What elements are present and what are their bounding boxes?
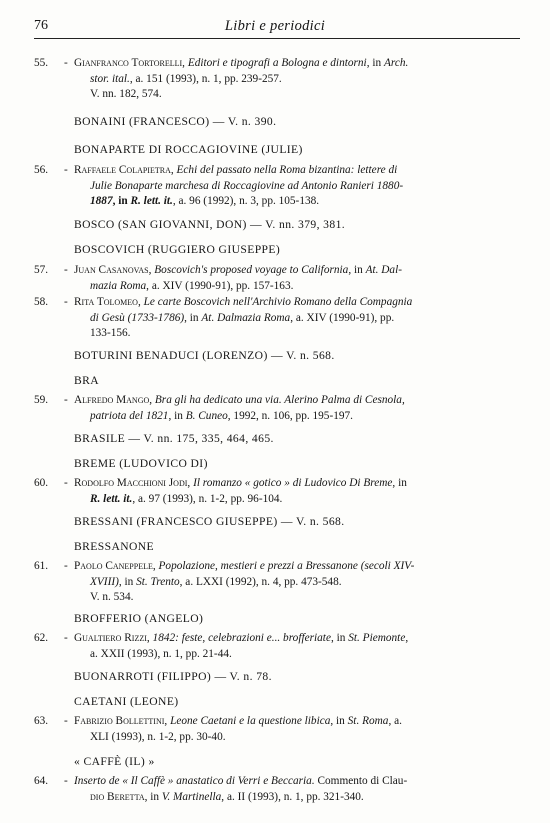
entry-author: Gualtiero Rizzi xyxy=(74,632,147,644)
heading-caffe: « CAFFÈ (IL) » xyxy=(74,755,155,768)
entry-journal: R. lett. it. xyxy=(90,492,133,505)
entry-details: , a. II (1993), n. 1, pp. 321-340. xyxy=(221,790,364,803)
header-rule xyxy=(34,38,520,39)
entry-author: Juan Casanovas xyxy=(74,264,149,276)
entry-title-2: patriota del 1821 xyxy=(90,409,169,422)
entry-title-3: 1887 xyxy=(90,195,113,208)
heading-buonarroti: BUONARROTI (FILIPPO) — V. n. 78. xyxy=(74,670,272,683)
entry-61: 61. - Paolo Caneppele, Popolazione, mestieri e prezzi a Bressanone (secoli XIV- XVIII), in St. Trento, a. LXXI (1992), n. 4, pp. 473-548. V. n. 534. xyxy=(34,559,496,606)
entry-journal: At. Dal- xyxy=(365,264,402,276)
entry-journal: St. Trento xyxy=(136,575,180,588)
entry-dash: - xyxy=(64,560,68,572)
page-number: 76 xyxy=(34,18,48,33)
running-title: Libri e periodici xyxy=(224,18,326,34)
entry-in: , in xyxy=(184,311,202,324)
entry-dash: - xyxy=(64,296,68,308)
heading-brofferio: BROFFERIO (ANGELO) xyxy=(74,612,204,625)
entry-in: , in xyxy=(168,409,186,422)
entry-journal: St. Roma xyxy=(347,715,389,727)
heading-bressanone: BRESSANONE xyxy=(74,540,155,553)
entry-in: , in xyxy=(112,195,131,208)
heading-breme: BREME (LUDOVICO DI) xyxy=(74,457,208,470)
heading-bressani: BRESSANI (FRANCESCO GIUSEPPE) — V. n. 568. xyxy=(74,515,345,528)
entry-journal: Arch. xyxy=(383,57,409,69)
heading-boturini: BOTURINI BENADUCI (LORENZO) — V. n. 568. xyxy=(74,349,335,362)
entry-journal: At. Dalmazia Roma xyxy=(201,311,291,324)
entry-number: 56. xyxy=(34,164,49,176)
entry-number: 55. xyxy=(34,57,49,69)
heading-caetani: CAETANI (LEONE) xyxy=(74,695,179,708)
entry-title-1: Le carte Boscovich nell'Archivio Romano della Compagnia xyxy=(143,296,413,308)
heading-bosco: BOSCO (SAN GIOVANNI, DON) — V. nn. 379, 381. xyxy=(74,218,346,231)
entry-title: Editori e tipografi a Bologna e dintorni xyxy=(187,57,367,69)
entry-dash: - xyxy=(64,394,68,406)
entry-title: Il romanzo « gotico » di Ludovico Di Breme xyxy=(193,477,393,489)
entry-title-1: Bra gli ha dedicato una via. Alerino Palma di Cesnola, xyxy=(154,394,405,406)
entry-number: 58. xyxy=(34,296,49,308)
entry-title-2: di Gesù (1733-1786) xyxy=(90,311,185,324)
heading-boscovich: BOSCOVICH (RUGGIERO GIUSEPPE) xyxy=(74,243,281,256)
entry-title-2: XVIII) xyxy=(90,575,119,588)
entry-details: , a. XIV (1990-91), pp. xyxy=(290,311,395,324)
entry-journal: B. Cuneo xyxy=(185,409,228,422)
entry-see-also: V. nn. 182, 574. xyxy=(90,88,162,101)
entry-author: Rodolfo Macchioni Jodi xyxy=(74,477,188,489)
entry-in: , in xyxy=(330,715,348,727)
entry-title-1: Echi del passato nella Roma bizantina: lettere di xyxy=(176,164,398,176)
entry-title-2: Julie Bonaparte marchesa di Roccagiovine ad Antonio Ranieri 1880- xyxy=(90,179,404,192)
entry-title: Leone Caetani e la questione libica xyxy=(170,715,331,727)
entry-commento: Commento di Clau- xyxy=(314,775,408,787)
entry-dash: - xyxy=(64,164,68,176)
entry-author: dio Beretta xyxy=(90,790,145,803)
entry-63: 63. - Fabrizio Bollettini, Leone Caetani e la questione libica, in St. Roma, a. XLI (1993), n. 1-2, pp. 30-40. xyxy=(34,714,496,745)
entry-details: , a. 97 (1993), n. 1-2, pp. 96-104. xyxy=(132,492,283,505)
entry-author: Alfredo Mango xyxy=(74,394,150,406)
entry-details: , a. XIV (1990-91), pp. 157-163. xyxy=(146,279,294,292)
entry-journal: St. Piemonte xyxy=(348,632,406,644)
entry-journal-cont: mazia Roma xyxy=(90,279,147,292)
entry-dash: - xyxy=(64,264,68,276)
entry-title-1: Popolazione, mestieri e prezzi a Bressanone (secoli XIV- xyxy=(158,560,415,572)
entry-55: 55. - Gianfranco Tortorelli, Editori e tipografi a Bologna e dintorni, in Arch. stor. ital., a. 151 (1993), n. 1, pp. 239-257. V. nn. 182, 574. xyxy=(34,56,496,103)
entry-number: 59. xyxy=(34,394,49,406)
entry-details: , a. 96 (1992), n. 3, pp. 105-138. xyxy=(172,195,320,208)
entry-in: , in xyxy=(392,477,407,489)
entry-author: Rita Tolomeo xyxy=(74,296,138,308)
entry-56: 56. - Raffaele Colapietra, Echi del passato nella Roma bizantina: lettere di Julie Bonaparte marchesa di Roccagiovine ad Antonio Ranieri 1880- 1887, in R. lett. it., a. 96 (1992), n. 3, pp. 105-138. xyxy=(34,164,404,208)
entry-number: 61. xyxy=(34,560,49,572)
entry-author: Raffaele Colapietra xyxy=(74,164,171,176)
entry-number: 63. xyxy=(34,715,49,727)
heading-bonaini: BONAINI (FRANCESCO) — V. n. 390. xyxy=(74,115,277,128)
heading-bonaparte: BONAPARTE DI ROCCAGIOVINE (JULIE) xyxy=(74,143,303,156)
entry-in: , in xyxy=(144,790,162,803)
entry-59: 59. - Alfredo Mango, Bra gli ha dedicato una via. Alerino Palma di Cesnola, patriota del 1821, in B. Cuneo, 1992, n. 106, pp. 195-197. xyxy=(34,394,405,422)
entry-journal: V. Martinella xyxy=(161,790,222,803)
entry-author: Gianfranco Tortorelli xyxy=(74,57,183,69)
entry-details: , a. LXXI (1992), n. 4, pp. 473-548. xyxy=(179,575,342,588)
entry-number: 60. xyxy=(34,477,49,489)
entry-journal: R. lett. it. xyxy=(130,195,173,208)
entry-60: 60. - Rodolfo Macchioni Jodi, Il romanzo « gotico » di Ludovico Di Breme, in R. lett. it., a. 97 (1993), n. 1-2, pp. 96-104. xyxy=(34,477,407,505)
entry-title: Inserto de « Il Caffè » anastatico di Verri e Beccaria. xyxy=(74,775,315,787)
entry-64 xyxy=(34,774,496,805)
heading-brasile: BRASILE — V. nn. 175, 335, 464, 465. xyxy=(74,432,274,445)
entry-pages: 133-156. xyxy=(90,327,131,340)
entry-journal-cont: stor. ital. xyxy=(90,72,130,85)
entry-in: , in xyxy=(330,632,349,644)
entry-number: 62. xyxy=(34,632,49,644)
entry-57: 57. - Juan Casanovas, Boscovich's proposed voyage to California, in At. Dal- mazia Roma, a. XIV (1990-91), pp. 157-163. xyxy=(34,264,402,292)
entry-in: , in xyxy=(118,575,137,588)
entry-number: 64. xyxy=(34,775,49,787)
entry-in: , in xyxy=(366,57,384,69)
entry-volume-label: , a. xyxy=(388,715,402,727)
entry-title: Boscovich's proposed voyage to California xyxy=(154,264,349,276)
entry-dash: - xyxy=(64,477,68,489)
entry-in: , in xyxy=(348,264,366,276)
entry-58: 58. - Rita Tolomeo, Le carte Boscovich nell'Archivio Romano della Compagnia di Gesù (1733-1786), in At. Dalmazia Roma, a. XIV (1990-91), pp. 133-156. xyxy=(34,295,496,342)
entry-dash: - xyxy=(64,632,68,644)
entry-dash: - xyxy=(64,715,68,727)
entry-author: Fabrizio Bollettini xyxy=(74,715,165,727)
entry-see-also: V. n. 534. xyxy=(90,591,134,604)
entry-details: a. XXII (1993), n. 1, pp. 21-44. xyxy=(90,647,232,660)
entry-details: XLI (1993), n. 1-2, pp. 30-40. xyxy=(90,730,226,743)
entry-62: 62. - Gualtiero Rizzi, 1842: feste, celebrazioni e... brofferiate, in St. Piemonte, a. XXII (1993), n. 1, pp. 21-44. xyxy=(34,631,496,662)
entry-number: 57. xyxy=(34,264,49,276)
entry-dash: - xyxy=(64,775,68,787)
heading-bra: BRA xyxy=(74,374,100,387)
entry-dash: - xyxy=(64,57,68,69)
entry-title: 1842: feste, celebrazioni e... brofferiate xyxy=(152,632,331,644)
entry-details: , 1992, n. 106, pp. 195-197. xyxy=(227,409,353,422)
entry-details: , a. 151 (1993), n. 1, pp. 239-257. xyxy=(129,72,282,85)
entry-author: Paolo Caneppele xyxy=(74,560,153,572)
